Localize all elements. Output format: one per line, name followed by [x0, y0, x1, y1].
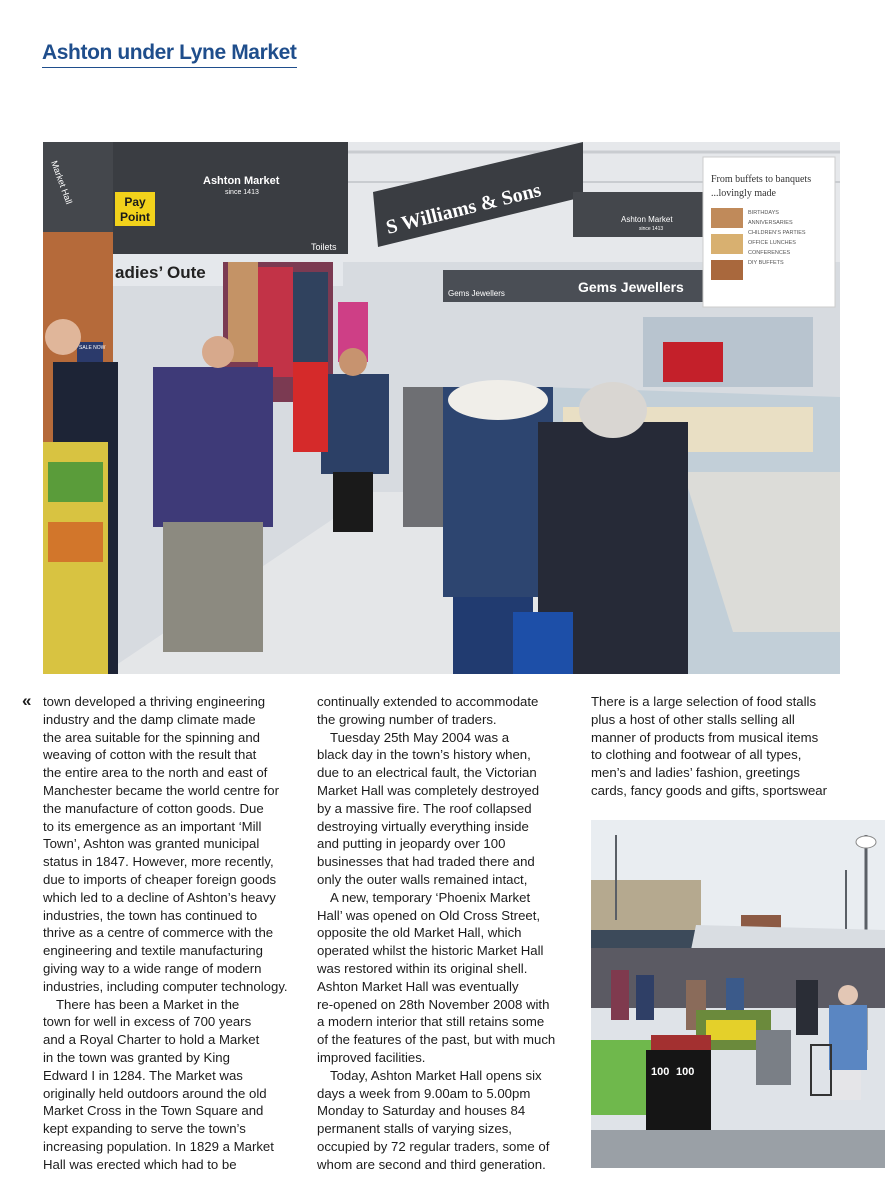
gems-jewellers-sign: Gems Jewellers — [578, 279, 684, 295]
svg-text:since 1413: since 1413 — [639, 226, 664, 232]
price-sign: 100 — [651, 1066, 670, 1078]
text-column-2 — [317, 693, 569, 1174]
svg-text:ANNIVERSARIES: ANNIVERSARIES — [748, 220, 793, 226]
outdoor-market-photo — [591, 820, 885, 1168]
svg-text:100: 100 — [676, 1066, 695, 1078]
paragraph: Today, Ashton Market Hall opens six days a week from 9.00am to 5.00pm Monday to Saturday and houses 84 permanent stalls of varying sizes, occupied by 72 regular traders, some of whom are second and third generation. — [317, 1067, 550, 1172]
ladies-outerwear-sign: adies’ Oute — [115, 263, 206, 282]
svg-text:CHILDREN’S PARTIES: CHILDREN’S PARTIES — [748, 230, 806, 236]
svg-text:DIY BUFFETS: DIY BUFFETS — [748, 260, 784, 266]
toilets-sign: Toilets — [311, 242, 337, 252]
buffet-banner-line1: From buffets to banquets — [711, 174, 812, 185]
paragraph: There is a large selection of food stalls plus a host of other stalls selling all manner of products from musical items to clothing and footwear of all types, men’s and ladies’ fashion, greetings cards, fancy goods and gifts, sportswear — [591, 694, 828, 798]
text-column-1 — [43, 693, 293, 1174]
pay-point-sign: Pay — [124, 195, 146, 209]
svg-text:Ashton Market: Ashton Market — [621, 215, 673, 224]
market-hall-side-sign: Market Hall — [49, 159, 75, 206]
svg-text:...lovingly made: ...lovingly made — [711, 188, 776, 199]
svg-text:since 1413: since 1413 — [225, 189, 259, 196]
svg-text:SALE NOW: SALE NOW — [79, 345, 106, 351]
paragraph: town developed a thriving engineering industry and the damp climate made the area suitable for the spinning and weaving of cotton with the result that the entire area to the north and east of Manchester became the world centre for the manufacture of cotton goods. Due to its emergence as an important ‘Mill Town’, Ashton was granted municipal status in 1847. However, more recently, due to imports of cheaper foreign goods which led to a decline of Ashton’s heavy industries, the town has continued to thrive as a centre of commerce with the engineering and textile manufacturing giving way to a wide range of modern industries, including computer technology. — [43, 694, 288, 994]
svg-text:CONFERENCES: CONFERENCES — [748, 250, 791, 256]
text-column-3 — [591, 693, 836, 800]
market-hall-interior-photo — [43, 142, 840, 674]
article-title: Ashton under Lyne Market — [42, 40, 297, 68]
paragraph: There has been a Market in the town for well in excess of 700 years and a Royal Charter to hold a Market in the town was granted by King Edward I in 1284. The Market was originally held outdoors around the old Market Cross in the Town Square and kept expanding to serve the town’s increasing population. In 1829 a Market Hall was erected which had to be — [43, 996, 274, 1172]
svg-text:Point: Point — [120, 210, 150, 224]
williams-and-sons-sign: S Williams & Sons — [383, 179, 544, 239]
svg-text:Gems Jewellers: Gems Jewellers — [448, 289, 505, 298]
svg-text:BIRTHDAYS: BIRTHDAYS — [748, 210, 779, 216]
paragraph: A new, temporary ‘Phoenix Market Hall’ was opened on Old Cross Street, opposite the old Market Hall, which operated whilst the historic Market Hall was restored within its original shell. Ashton Market Hall was eventually re-opened on 28th November 2008 with a modern interior that still retains some of the features of the past, but with much improved facilities. — [317, 889, 556, 1065]
paragraph: continually extended to accommodate the growing number of traders. — [317, 694, 539, 727]
paragraph: Tuesday 25th May 2004 was a black day in the town’s history when, due to an electrical fault, the Victorian Market Hall was completely destroyed by a massive fire. The roof collapsed destroying virtually everything inside and putting in jeopardy over 100 businesses that had traded there and only the outer walls remained intact, — [317, 729, 540, 887]
ashton-market-sign: Ashton Market — [203, 175, 280, 187]
svg-text:OFFICE LUNCHES: OFFICE LUNCHES — [748, 240, 796, 246]
continuation-mark: « — [22, 691, 32, 710]
